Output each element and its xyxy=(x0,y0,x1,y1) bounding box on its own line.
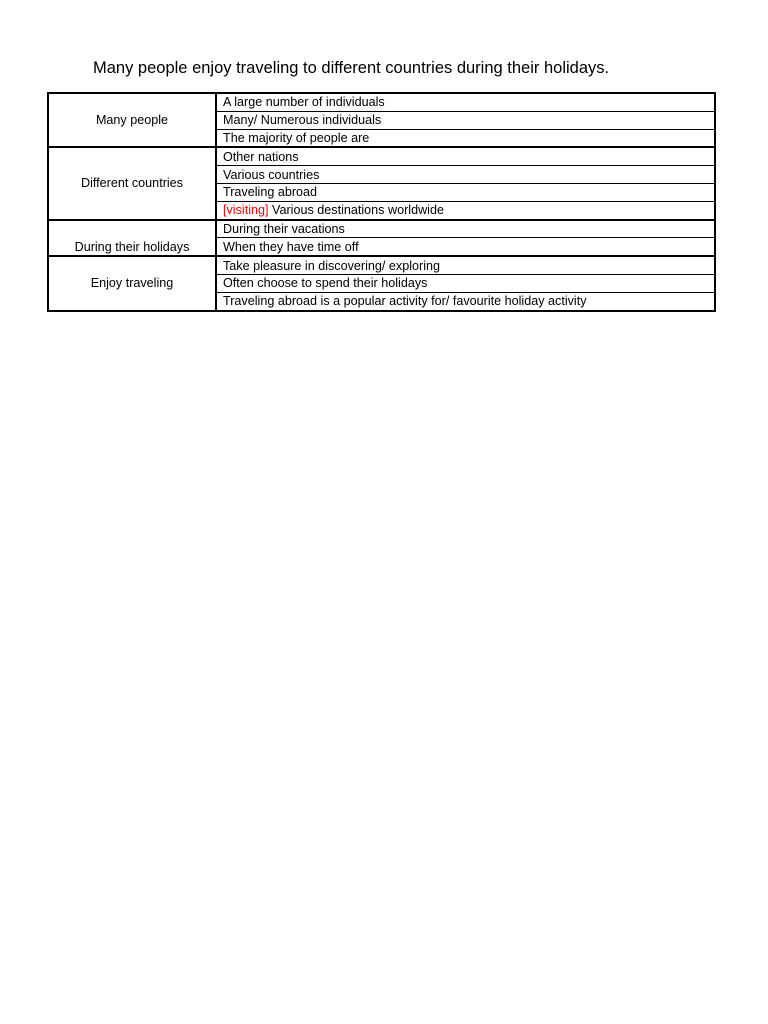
paraphrase-cell: During their vacations xyxy=(216,220,715,238)
visiting-tag: [visiting] xyxy=(223,203,269,218)
table-row xyxy=(48,93,715,111)
paraphrase-cell: A large number of individuals xyxy=(216,93,715,111)
paraphrase-cell xyxy=(216,201,715,219)
paraphrase-cell: The majority of people are xyxy=(216,129,715,147)
paraphrase-cell: Take pleasure in discovering/ exploring xyxy=(216,256,715,274)
paraphrase-cell: Various countries xyxy=(216,166,715,184)
paraphrase-cell: Traveling abroad xyxy=(216,183,715,201)
paraphrase-cell: Traveling abroad is a popular activity for/ favourite holiday activity xyxy=(216,292,715,310)
paraphrase-text: Various destinations worldwide xyxy=(268,203,444,218)
group-label-many-people: Many people xyxy=(48,93,216,147)
paraphrase-cell: Many/ Numerous individuals xyxy=(216,111,715,129)
paraphrase-cell: Often choose to spend their holidays xyxy=(216,274,715,292)
paraphrase-table xyxy=(47,92,716,312)
group-label-different-countries: Different countries xyxy=(48,147,216,219)
page-title: Many people enjoy traveling to different countries during their holidays. xyxy=(93,59,610,77)
paraphrase-cell: When they have time off xyxy=(216,238,715,256)
table-row xyxy=(48,147,715,165)
table-row xyxy=(48,220,715,238)
paraphrase-cell: Other nations xyxy=(216,147,715,165)
table-row xyxy=(48,256,715,274)
group-label-enjoy-traveling: Enjoy traveling xyxy=(48,256,216,310)
group-label-during-their-holidays: During their holidays xyxy=(48,220,216,257)
